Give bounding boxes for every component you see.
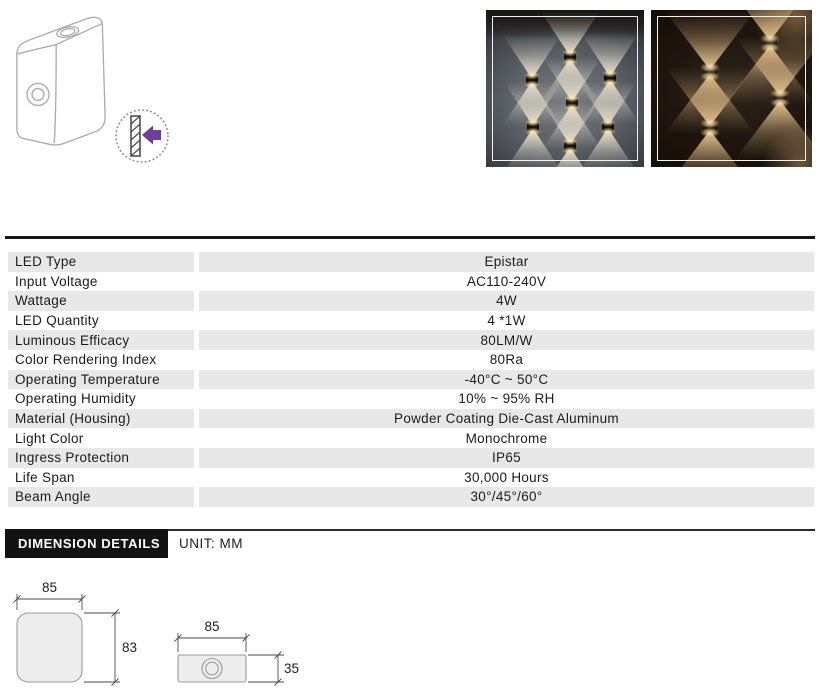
table-row (8, 311, 814, 331)
lamp-led-glow (563, 49, 577, 56)
arrow-left-icon (142, 126, 161, 145)
spec-value: 4 *1W (487, 313, 526, 329)
side-depth-dimension: 35 (284, 661, 300, 676)
lamp-led-glow (565, 95, 579, 102)
spec-label: Light Color (15, 430, 84, 446)
spec-value: 80LM/W (199, 330, 814, 350)
table-row (8, 350, 814, 370)
lamp-led-glow (701, 128, 719, 137)
lamp-led-glow (601, 119, 615, 126)
lamp-led-glow (771, 89, 789, 98)
spec-label: Operating Humidity (15, 391, 136, 407)
lamp-led-glow (526, 128, 540, 135)
side-width-dimension: 85 (204, 619, 220, 634)
spec-label: LED Type (8, 252, 194, 272)
lamp-led-glow (603, 70, 617, 77)
light-effect-photo-cool (486, 10, 644, 167)
lamp-led-glow (563, 138, 577, 145)
side-view-drawing (175, 619, 300, 686)
spec-value: Monochrome (465, 430, 548, 446)
spec-value: Epistar (199, 252, 814, 272)
spec-label: Beam Angle (8, 487, 194, 507)
dimension-details-title: DIMENSION DETAILS (18, 536, 161, 551)
table-row (8, 468, 814, 488)
spec-value: 80Ra (489, 352, 524, 368)
lamp-led-glow (601, 128, 615, 135)
lamp-led-glow (563, 147, 577, 154)
spec-value: 10% ~ 95% RH (458, 391, 555, 407)
photo-lamps-layer (651, 10, 812, 167)
wall-lamp-glow (773, 93, 787, 103)
table-row (8, 448, 814, 468)
spec-label: Color Rendering Index (15, 352, 157, 368)
table-row (8, 389, 814, 409)
spec-value: AC110-240V (466, 273, 547, 289)
table-row (8, 252, 814, 272)
wall-lamp-glow (564, 142, 576, 150)
spec-value: IP65 (199, 448, 814, 468)
lamp-led-glow (771, 98, 789, 107)
spec-label: LED Quantity (15, 313, 99, 329)
wall-mount-arrow-icon (112, 106, 172, 166)
wall-lamp-glow (602, 123, 614, 131)
dimension-drawings (0, 575, 330, 691)
spec-value: Powder Coating Die-Cast Aluminum (199, 409, 814, 429)
table-row (8, 272, 814, 292)
spec-value: 4W (199, 291, 814, 311)
front-height-dimension: 83 (122, 640, 138, 655)
spec-value: 30°/45°/60° (199, 487, 814, 507)
front-width-dimension: 85 (41, 580, 58, 595)
wall-lamp-glow (527, 123, 539, 131)
wall-lamp-glow (604, 74, 616, 82)
lamp-led-glow (701, 119, 719, 128)
spec-value: 30,000 Hours (464, 469, 549, 485)
spec-label: Ingress Protection (8, 448, 194, 468)
product-line-drawing (8, 10, 114, 152)
spec-label: Luminous Efficacy (8, 330, 194, 350)
table-row (8, 291, 814, 311)
spec-label: Life Span (15, 469, 75, 485)
dimension-details-badge (5, 529, 168, 558)
spec-table (8, 252, 814, 507)
spec-label: Wattage (8, 291, 194, 311)
wall-lamp-outline-drawing (8, 10, 114, 152)
table-row (8, 330, 814, 350)
photo-lamps-layer (486, 10, 644, 167)
wall-mount-icon (112, 106, 172, 166)
spec-value: -40°C ~ 50°C (199, 370, 814, 390)
light-effect-photo-warm (651, 10, 812, 167)
lamp-led-glow (526, 119, 540, 126)
spec-label: Input Voltage (15, 273, 98, 289)
table-top-divider (5, 236, 815, 239)
spec-label: Operating Temperature (8, 370, 194, 390)
spec-label: Material (Housing) (8, 409, 194, 429)
front-view-drawing (14, 580, 138, 686)
table-row (8, 487, 814, 507)
wall-lamp-glow (703, 123, 717, 133)
table-row (8, 428, 814, 448)
table-row (8, 409, 814, 429)
lamp-led-glow (525, 72, 539, 79)
table-row (8, 370, 814, 390)
unit-label: UNIT: MM (179, 536, 243, 551)
